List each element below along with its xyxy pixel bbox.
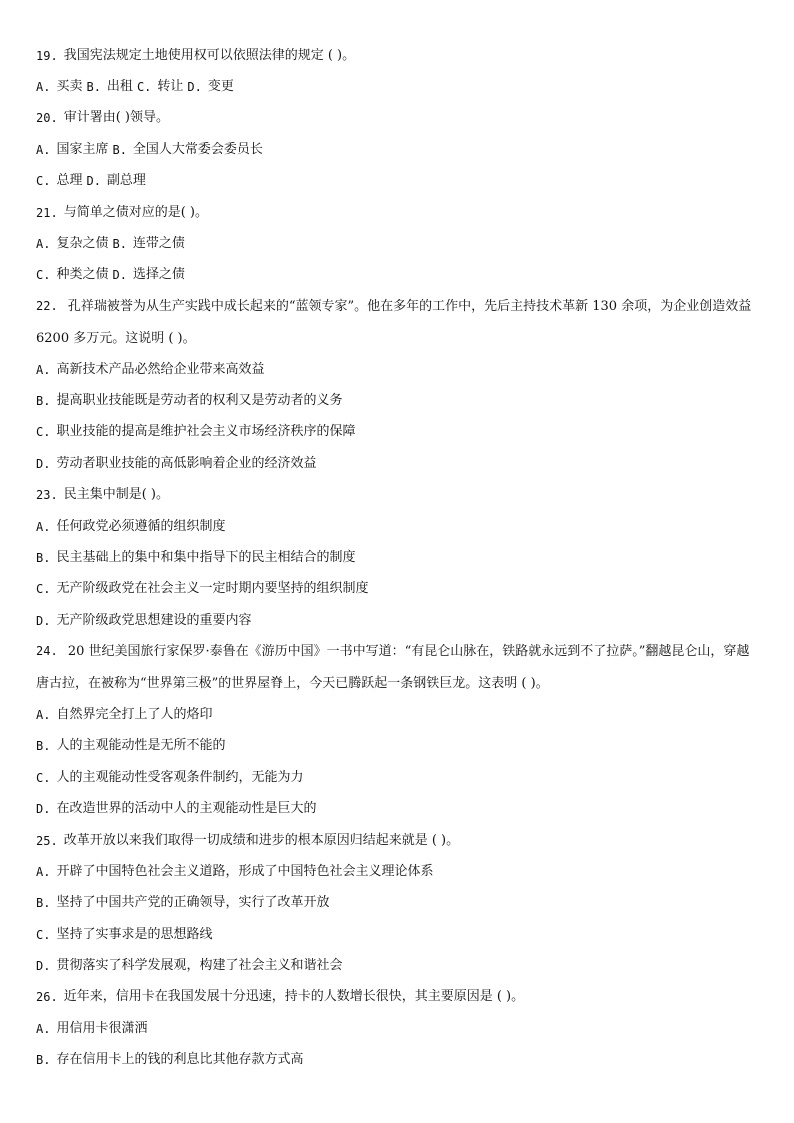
option-letter: C. <box>36 268 51 283</box>
option-letter: A. <box>36 80 51 95</box>
option-text: 职业技能的提高是维护社会主义市场经济秩序的保障 <box>56 424 356 440</box>
option-text: 副总理 <box>106 173 146 189</box>
question-text: 与简单之债对应的是( )。 <box>63 204 208 220</box>
option-letter: A. <box>36 707 51 722</box>
question-25 <box>36 825 760 856</box>
option-letter: A. <box>36 237 51 252</box>
option-letter: B. <box>112 237 127 252</box>
exam-page <box>36 40 760 1076</box>
option-text: 国家主席 <box>56 141 109 157</box>
option-b <box>36 385 760 416</box>
option-a <box>36 511 760 542</box>
question-number: 21. <box>36 205 58 220</box>
option-text: 复杂之债 <box>56 236 109 252</box>
option-text: 高新技术产品必然给企业带来高效益 <box>56 361 265 377</box>
question-number: 26. <box>36 990 58 1005</box>
option-d <box>36 793 760 824</box>
option-letter: B. <box>36 550 51 565</box>
question-24 <box>36 636 760 699</box>
option-d <box>36 448 760 479</box>
option-text: 在改造世界的活动中人的主观能动性是巨大的 <box>56 801 317 817</box>
option-text: 出租 <box>106 79 133 95</box>
option-b <box>36 888 760 919</box>
option-text: 转让 <box>157 79 184 95</box>
option-letter: C. <box>136 80 152 95</box>
question-20 <box>36 103 760 134</box>
question-text: 改革开放以来我们取得一切成绩和进步的根本原因归结起来就是 ( )。 <box>63 832 460 848</box>
option-text: 用信用卡很潇洒 <box>56 1020 148 1036</box>
question-number: 23. <box>36 488 58 503</box>
option-b <box>36 731 760 762</box>
option-text: 自然界完全打上了人的烙印 <box>56 706 213 722</box>
question-20-options-row-1 <box>36 134 760 165</box>
option-a <box>36 1013 760 1044</box>
option-d <box>36 950 760 981</box>
option-letter: C. <box>36 425 51 440</box>
option-letter: A. <box>36 362 51 377</box>
option-text: 开辟了中国特色社会主义道路，形成了中国特色社会主义理论体系 <box>56 863 434 879</box>
option-text: 坚持了实事求是的思想路线 <box>56 926 213 942</box>
option-d <box>36 605 760 636</box>
option-letter: C. <box>36 174 51 189</box>
question-text: 民主集中制是( )。 <box>63 487 169 503</box>
option-b <box>36 1045 760 1076</box>
question-number: 25. <box>36 833 58 848</box>
question-21 <box>36 197 760 228</box>
option-letter: A. <box>36 864 51 879</box>
option-text: 选择之债 <box>132 267 185 283</box>
question-22 <box>36 291 760 354</box>
option-letter: C. <box>36 770 51 785</box>
question-19 <box>36 40 760 71</box>
option-letter: A. <box>36 519 51 534</box>
option-text: 总理 <box>56 173 83 189</box>
option-text: 人的主观能动性受客观条件制约，无能为力 <box>56 769 304 785</box>
question-number: 22. <box>36 299 58 314</box>
option-text: 民主基础上的集中和集中指导下的民主相结合的制度 <box>56 549 356 565</box>
question-text: 近年来，信用卡在我国发展十分迅速，持卡的人数增长很快，其主要原因是 ( )。 <box>63 989 525 1005</box>
option-b <box>36 542 760 573</box>
question-20-options-row-2 <box>36 166 760 197</box>
question-21-options-row-2 <box>36 260 760 291</box>
question-21-options-row-1 <box>36 228 760 259</box>
option-a <box>36 856 760 887</box>
option-letter: B. <box>36 1053 51 1068</box>
option-text: 连带之债 <box>132 236 185 252</box>
option-text: 无产阶级政党在社会主义一定时期内要坚持的组织制度 <box>56 581 369 597</box>
option-letter: B. <box>86 80 101 95</box>
option-letter: D. <box>112 268 127 283</box>
option-text: 贯彻落实了科学发展观，构建了社会主义和谐社会 <box>56 958 343 974</box>
question-number: 19. <box>36 48 58 63</box>
option-letter: D. <box>36 959 51 974</box>
option-text: 任何政党必须遵循的组织制度 <box>56 518 226 534</box>
option-letter: D. <box>36 456 51 471</box>
option-letter: C. <box>36 582 51 597</box>
option-letter: B. <box>36 739 51 754</box>
option-letter: B. <box>36 896 51 911</box>
option-text: 劳动者职业技能的高低影响着企业的经济效益 <box>56 455 317 471</box>
option-c <box>36 574 760 605</box>
option-letter: A. <box>36 142 51 157</box>
option-letter: B. <box>112 142 127 157</box>
option-text: 无产阶级政党思想建设的重要内容 <box>56 612 252 628</box>
question-text: 我国宪法规定土地使用权可以依照法律的规定 ( )。 <box>63 47 356 63</box>
question-text: 孔祥瑞被誉为从生产实践中成长起来的“蓝领专家”。他在多年的工作中，先后主持技术革新 130 余项，为企业创造效益 6200 多万元。这说明 ( )。 <box>36 299 752 346</box>
question-number: 24. <box>36 644 58 659</box>
option-text: 变更 <box>207 79 234 95</box>
option-letter: D. <box>86 174 101 189</box>
option-text: 坚持了中国共产党的正确领导，实行了改革开放 <box>56 895 330 911</box>
option-c <box>36 762 760 793</box>
option-text: 人的主观能动性是无所不能的 <box>56 738 226 754</box>
option-text: 种类之债 <box>56 267 109 283</box>
option-text: 存在信用卡上的钱的利息比其他存款方式高 <box>56 1052 304 1068</box>
option-letter: C. <box>36 927 51 942</box>
option-c <box>36 417 760 448</box>
option-text: 提高职业技能既是劳动者的权利又是劳动者的义务 <box>56 393 343 409</box>
question-text: 20 世纪美国旅行家保罗·泰鲁在《游历中国》一书中写道：“有昆仑山脉在，铁路就永远到不了拉萨。”翻越昆仑山，穿越唐古拉，在被称为“世界第三极”的世界屋脊上，今天已腾跃起一条钢铁巨龙。这表明 ( )。 <box>36 644 750 691</box>
question-19-options <box>36 71 760 102</box>
option-text: 买卖 <box>56 79 83 95</box>
question-23 <box>36 480 760 511</box>
question-26 <box>36 982 760 1013</box>
option-letter: D. <box>36 613 51 628</box>
option-a <box>36 699 760 730</box>
option-c <box>36 919 760 950</box>
question-number: 20. <box>36 111 58 126</box>
question-text: 审计署由( )领导。 <box>63 110 169 126</box>
option-a <box>36 354 760 385</box>
option-letter: B. <box>36 394 51 409</box>
option-text: 全国人大常委会委员长 <box>132 141 263 157</box>
option-letter: A. <box>36 1021 51 1036</box>
option-letter: D. <box>187 80 202 95</box>
option-letter: D. <box>36 802 51 817</box>
